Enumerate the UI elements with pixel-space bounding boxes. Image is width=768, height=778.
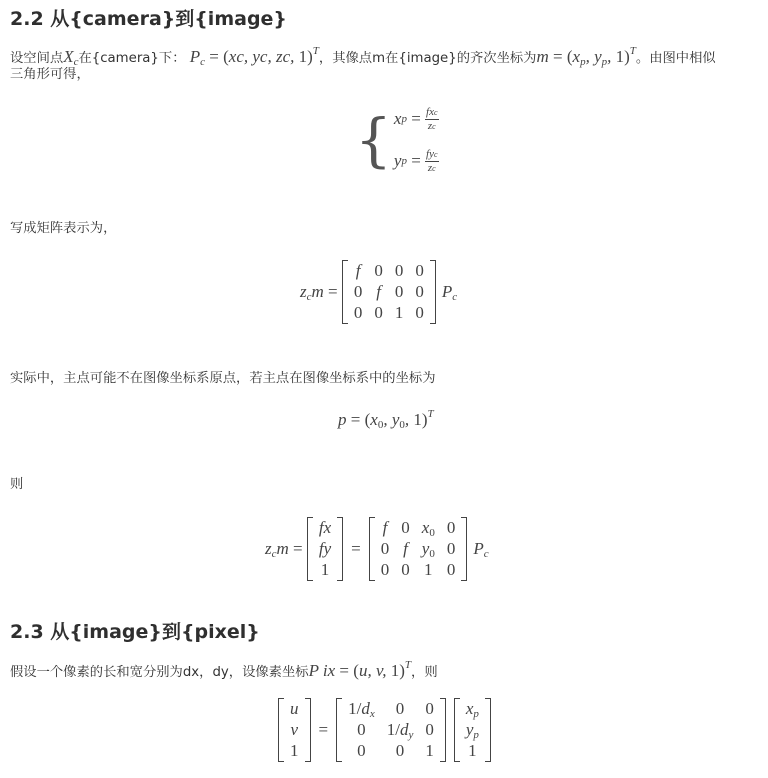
matrix-cell: 0 xyxy=(425,699,434,718)
paragraph-principal-point: 实际中，主点可能不在图像坐标系原点，若主点在图像坐标系中的坐标为 xyxy=(10,371,436,386)
section-2-3-heading: 2.3 从{image}到{pixel} xyxy=(10,621,260,643)
text-segment: 设空间点 xyxy=(10,51,64,66)
vector-uv xyxy=(284,699,305,762)
equals-sign: = xyxy=(351,539,361,558)
matrix-cell: 0 xyxy=(395,741,405,760)
vector-f xyxy=(313,518,337,581)
equation-matrix-3 xyxy=(278,698,491,762)
matrix-cell: $y_p$ xyxy=(465,719,479,741)
matrix-cell: 0 xyxy=(353,282,363,301)
matrix-cell: 1 xyxy=(394,303,404,322)
left-brace: { xyxy=(355,106,392,174)
bracket-right xyxy=(440,698,446,762)
pixel-matrix xyxy=(342,699,440,762)
bracket-right xyxy=(305,698,311,762)
vector-xp xyxy=(460,699,485,762)
matrix-cell: fx xyxy=(318,518,332,537)
matrix-cell: 0 xyxy=(395,699,405,718)
matrix-cell: f xyxy=(376,282,381,301)
section-2-2-heading: 2.2 从{camera}到{image} xyxy=(10,8,287,30)
eq-xp: x p = $\frac{\text{fxc}}{zc}$ xyxy=(393,105,438,132)
matrix-cell: 0 xyxy=(446,560,456,579)
math-zcm: $z_cm$ = xyxy=(265,538,303,560)
paragraph-continuation: 三角形可得， xyxy=(10,67,90,82)
equals-sign: = xyxy=(318,720,329,739)
math-Pc: $P_c$ xyxy=(473,538,489,560)
matrix-cell: 0 xyxy=(374,303,383,322)
text-segment: ，其像点m在{image}的齐次坐标为 xyxy=(318,51,537,66)
matrix-cell: f xyxy=(382,518,388,537)
text-segment: 。由图中相似 xyxy=(635,51,716,66)
matrix-cell: 1 xyxy=(468,741,477,760)
matrix-cell: 0 xyxy=(357,741,366,760)
matrix-cell: 0 xyxy=(401,518,410,537)
matrix-cell: 0 xyxy=(401,560,410,579)
matrix-cell: $x_p$ xyxy=(465,698,479,720)
math-zcm: $z_cm$ = xyxy=(300,281,338,303)
matrix-cell: 0 xyxy=(394,282,404,301)
text-segment: 假设一个像素的长和宽分别为dx，dy，设像素坐标 xyxy=(10,665,309,680)
matrix-cell: u xyxy=(290,699,299,718)
matrix-cell: 1 xyxy=(320,560,330,579)
matrix-cell: 0 xyxy=(380,539,390,558)
matrix-cell: 0 xyxy=(415,282,424,301)
matrix-cell: 0 xyxy=(353,303,363,322)
equation-principal-point: $p = (x_0$, $y_0$, 1)$^T$ xyxy=(338,408,434,431)
matrix-cell: $1/d_x$ xyxy=(348,698,375,720)
math-m: $m = (x_p$, $y_p$, 1)$^T$ xyxy=(536,45,636,68)
projection-matrix xyxy=(348,261,430,324)
equation-matrix-1 xyxy=(300,260,457,324)
matrix-cell: v xyxy=(290,720,299,739)
paragraph-camera-point xyxy=(10,40,716,73)
matrix-cell: 0 xyxy=(380,560,390,579)
bracket-right xyxy=(430,260,436,324)
paragraph-pixel-size xyxy=(10,654,438,684)
text-segment: 在{camera}下： xyxy=(78,51,186,66)
matrix-cell: 0 xyxy=(357,720,366,739)
matrix-cell: f xyxy=(403,539,408,558)
matrix-cell: fy xyxy=(318,539,332,558)
matrix-cell: 0 xyxy=(446,539,456,558)
matrix-cell: $x_0$ xyxy=(421,517,435,539)
matrix-cell: $y_0$ xyxy=(421,538,435,560)
matrix-cell: 0 xyxy=(394,261,404,280)
bracket-right xyxy=(337,517,343,581)
eq-yp: y p = $\frac{\text{fyc}}{zc}$ xyxy=(393,147,438,174)
math-Pix: P ix = (u, v, 1)$^T$ xyxy=(308,659,412,680)
matrix-cell: $1/d_y$ xyxy=(386,719,414,741)
paragraph-then: 则 xyxy=(10,477,24,492)
matrix-cell: 0 xyxy=(425,720,434,739)
matrix-cell: 0 xyxy=(415,303,424,322)
matrix-cell: 1 xyxy=(424,560,433,579)
matrix-cell: f xyxy=(355,261,361,280)
projection-matrix-principal xyxy=(375,518,462,581)
equation-matrix-2 xyxy=(265,517,489,581)
bracket-right xyxy=(461,517,467,581)
paragraph-matrix-form: 写成矩阵表示为， xyxy=(10,221,117,236)
math-Xc: $X_c$ xyxy=(63,47,79,68)
text-segment: ，则 xyxy=(411,665,438,680)
bracket-right xyxy=(485,698,491,762)
equation-similar-triangles xyxy=(355,100,439,180)
matrix-cell: 0 xyxy=(374,261,383,280)
math-Pc: $P_c$ xyxy=(441,281,458,303)
matrix-cell: 1 xyxy=(425,741,434,760)
matrix-cell: 1 xyxy=(290,741,299,760)
matrix-cell: 0 xyxy=(415,261,424,280)
matrix-cell: 0 xyxy=(446,518,456,537)
math-Pc: $P_c = (xc$, yc, zc, 1)$^T$ xyxy=(189,45,319,68)
